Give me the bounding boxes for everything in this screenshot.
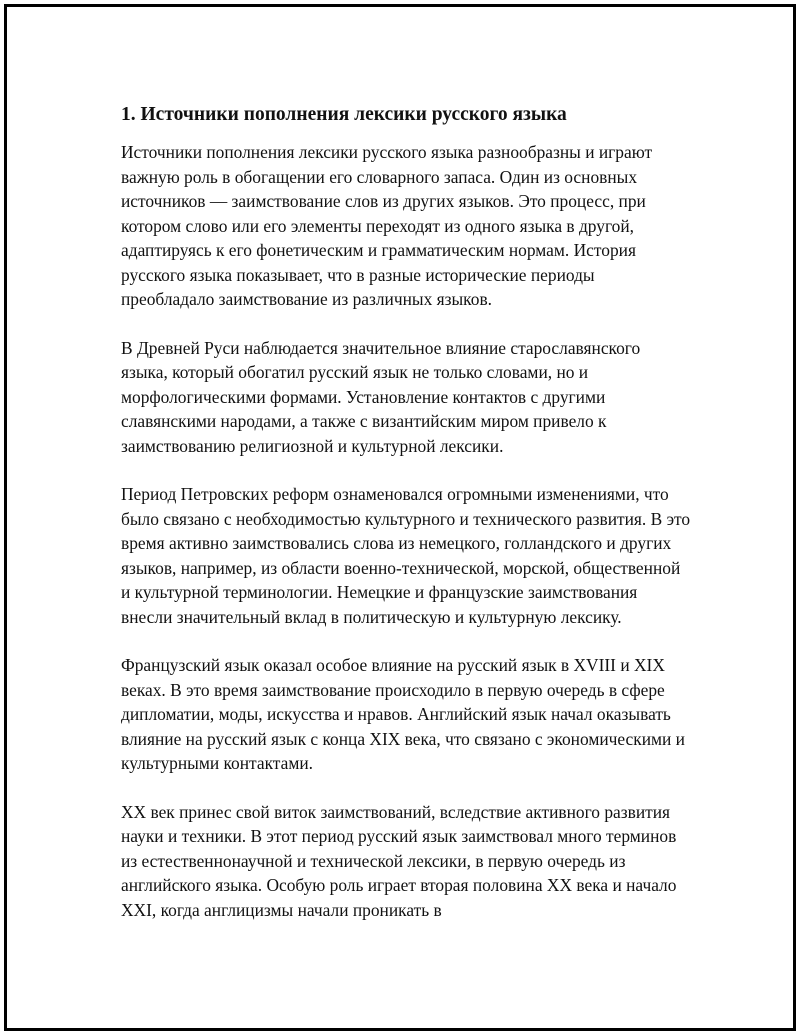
paragraph-french-english: Французский язык оказал особое влияние на русский язык в XVIII и XIX веках. В это время заимствование происходило в первую очередь в сфере дипломатии, моды, искусства и нравов. Английский язык начал оказывать влияние на русский язык с конца XIX века, что связано с экономическими и культурными контактами. [121,655,685,773]
section-heading: 1. Источники пополнения лексики русского языка [121,104,567,125]
document-body [121,101,691,946]
paragraph-old-rus: В Древней Руси наблюдается значительное влияние старославянского языка, который обогатил русский язык не только словами, но и морфологическими формами. Установление контактов с другими славянскими народами, а также с византийским миром привело к заимствованию религиозной и культурной лексики. [121,337,641,456]
paragraph-petrine-reforms: Период Петровских реформ ознаменовался огромными изменениями, что было связано с необходимостью культурного и технического развития. В это время активно заимствовались слова из немецкого, голландского и других языков, например, из области военно-технической, морской, общественной и культурной терминологии. Немецкие и французские заимствования внесли значительный вклад в политическую и культурную лексику. [121,484,691,627]
page-frame [4,4,796,1031]
paragraph-twentieth-century: XX век принес свой виток заимствований, вследствие активного развития науки и техники. В этот период русский язык заимствовал много терминов из естественнонаучной и технической лексики, в первую очередь из английского языка. Особую роль играет вторая половина XX века и начало XXI, когда англицизмы начали проникать в [121,801,677,920]
paragraph-borrowing-overview: Источники пополнения лексики русского языка разнообразны и играют важную роль в обогащении его словарного запаса. Один из основных источников — заимствование слов из других языков. Это процесс, при котором слово или его элементы переходят из одного языка в другой, адаптируясь к его фонетическим и грамматическим нормам. История русского языка показывает, что в разные исторические периоды преобладало заимствование из различных языков. [121,142,653,309]
